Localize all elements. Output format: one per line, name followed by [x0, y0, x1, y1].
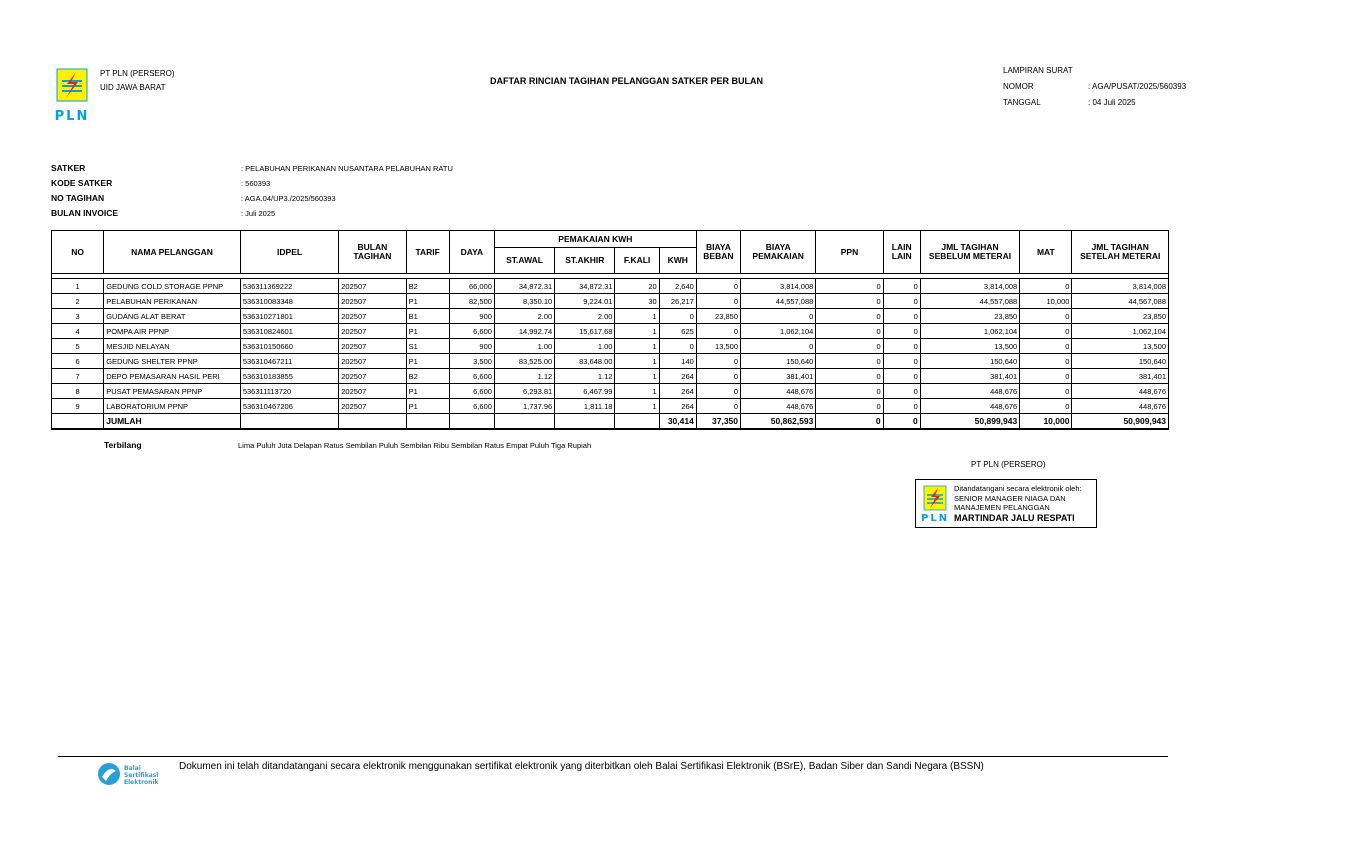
cell-ppn: 0 [816, 294, 883, 309]
cell-st-akhir: 6,467.99 [555, 384, 615, 399]
cell-st-awal: 34,872.31 [494, 279, 554, 294]
cell-nama: PUSAT PEMASARAN PPNP [104, 384, 241, 399]
cell-st-awal: 8,350.10 [494, 294, 554, 309]
signature-company: PT PLN (PERSERO) [971, 460, 1046, 469]
cell-idpel: 536310467206 [240, 399, 338, 414]
cell-mat: 0 [1020, 399, 1072, 414]
cell-f-kali: 1 [615, 384, 659, 399]
cell-biaya-pemakaian: 381,401 [741, 369, 816, 384]
cell-idpel: 536310824601 [240, 324, 338, 339]
lampiran-block [1003, 63, 1186, 111]
cell-mat: 0 [1020, 354, 1072, 369]
cell-tarif: B2 [406, 279, 449, 294]
cell-f-kali: 1 [615, 309, 659, 324]
cell-jml-setelah: 1,062,104 [1072, 324, 1169, 339]
cell-idpel: 536310083348 [240, 294, 338, 309]
cell-nama: PELABUHAN PERIKANAN [104, 294, 241, 309]
footer-text: Dokumen ini telah ditandatangani secara elektronik menggunakan sertifikat elektronik yang diterbitkan oleh Balai Sertifikasi Elektronik (BSrE), Badan Siber dan Sandi Negara (BSSN) [179, 761, 984, 772]
table-row [52, 339, 1169, 354]
cell-no: 9 [52, 399, 104, 414]
cell-st-awal: 1.00 [494, 339, 554, 354]
cell-bulan: 202507 [339, 309, 406, 324]
col-jml-sebelum: JML TAGIHAN SEBELUM METERAI [920, 231, 1019, 274]
cell-st-akhir: 2.00 [555, 309, 615, 324]
cell-st-akhir: 1.12 [555, 369, 615, 384]
nomor-row [1003, 79, 1186, 95]
col-kwh: KWH [659, 248, 696, 274]
cell-jml-sebelum: 381,401 [920, 369, 1019, 384]
cell-jml-sebelum: 3,814,008 [920, 279, 1019, 294]
cell-mat: 0 [1020, 279, 1072, 294]
cell-biaya-beban: 0 [696, 384, 740, 399]
cell-kwh: 26,217 [659, 294, 696, 309]
info-label: KODE SATKER [51, 178, 113, 188]
company-name: PT PLN (PERSERO) [100, 69, 175, 78]
col-f-kali: F.KALI [615, 248, 659, 274]
cell-nama: POMPA AIR PPNP [104, 324, 241, 339]
cell-kwh: 0 [659, 339, 696, 354]
cell-biaya-beban: 0 [696, 279, 740, 294]
cell-no: 7 [52, 369, 104, 384]
table-row [52, 279, 1169, 294]
cell-kwh: 264 [659, 384, 696, 399]
info-label: NO TAGIHAN [51, 193, 105, 203]
cell-idpel: 536310183855 [240, 369, 338, 384]
col-ppn: PPN [816, 231, 883, 274]
cell-nama: GEDUNG COLD STORAGE PPNP [104, 279, 241, 294]
terbilang-value: Lima Puluh Juta Delapan Ratus Sembilan Puluh Sembilan Ribu Sembilan Ratus Empat Puluh Tiga Rupiah [238, 441, 592, 450]
info-row [51, 176, 453, 191]
svg-text:Elektronik: Elektronik [124, 779, 159, 786]
cell-ppn: 0 [816, 384, 883, 399]
cell-ppn: 0 [816, 399, 883, 414]
col-jml-setelah: JML TAGIHAN SETELAH METERAI [1072, 231, 1169, 274]
cell-jml-sebelum: 150,640 [920, 354, 1019, 369]
cell-no: 2 [52, 294, 104, 309]
cell-no: 4 [52, 324, 104, 339]
cell-st-awal: 83,525.00 [494, 354, 554, 369]
total-kwh: 30,414 [659, 414, 696, 430]
cell-kwh: 2,640 [659, 279, 696, 294]
cell-biaya-pemakaian: 448,676 [741, 399, 816, 414]
info-value: : Juli 2025 [241, 209, 276, 218]
cell-bulan: 202507 [339, 339, 406, 354]
cell-nama: MESJID NELAYAN [104, 339, 241, 354]
cell-jml-setelah: 150,640 [1072, 354, 1169, 369]
cell-tarif: B2 [406, 369, 449, 384]
cell-ppn: 0 [816, 339, 883, 354]
col-bulan: BULAN TAGIHAN [339, 231, 406, 274]
cell-biaya-pemakaian: 44,557,088 [741, 294, 816, 309]
info-value: : AGA.04/UP3./2025/560393 [241, 194, 336, 203]
cell-kwh: 625 [659, 324, 696, 339]
lampiran-label: LAMPIRAN SURAT [1003, 66, 1073, 75]
cell-ppn: 0 [816, 354, 883, 369]
cell-st-akhir: 83,648.00 [555, 354, 615, 369]
cell-bulan: 202507 [339, 354, 406, 369]
cell-kwh: 264 [659, 399, 696, 414]
cell-tarif: B1 [406, 309, 449, 324]
tanggal-row [1003, 95, 1186, 111]
cell-biaya-beban: 0 [696, 369, 740, 384]
cell-st-awal: 1,737.96 [494, 399, 554, 414]
table-row [52, 294, 1169, 309]
cell-tarif: P1 [406, 324, 449, 339]
total-label: JUMLAH [104, 414, 241, 430]
info-label: BULAN INVOICE [51, 208, 119, 218]
cell-st-akhir: 1,811.18 [555, 399, 615, 414]
cell-ppn: 0 [816, 369, 883, 384]
cell-jml-setelah: 381,401 [1072, 369, 1169, 384]
cell-bulan: 202507 [339, 279, 406, 294]
cell-no: 1 [52, 279, 104, 294]
cell-jml-sebelum: 44,557,088 [920, 294, 1019, 309]
col-tarif: TARIF [406, 231, 449, 274]
cell-biaya-beban: 0 [696, 294, 740, 309]
cell-idpel: 536310150660 [240, 339, 338, 354]
cell-no: 8 [52, 384, 104, 399]
cell-bulan: 202507 [339, 369, 406, 384]
cell-daya: 6,600 [449, 399, 494, 414]
cell-lain: 0 [883, 294, 920, 309]
tanggal-label: TANGGAL [1003, 98, 1041, 107]
pln-logo-text: PLN [54, 109, 90, 123]
cell-mat: 0 [1020, 384, 1072, 399]
table-row [52, 369, 1169, 384]
info-label: SATKER [51, 163, 86, 173]
cell-lain: 0 [883, 369, 920, 384]
cell-biaya-pemakaian: 3,814,008 [741, 279, 816, 294]
table-row [52, 354, 1169, 369]
cell-st-akhir: 34,872.31 [555, 279, 615, 294]
cell-no: 5 [52, 339, 104, 354]
signed-by-label: Ditandatangani secara elektronik oleh: [954, 484, 1082, 493]
cell-no: 3 [52, 309, 104, 324]
total-lain: 0 [883, 414, 920, 430]
billing-table [51, 230, 1169, 430]
cell-biaya-pemakaian: 0 [741, 339, 816, 354]
cell-idpel: 536311369222 [240, 279, 338, 294]
nomor-label: NOMOR [1003, 82, 1034, 91]
cell-mat: 0 [1020, 339, 1072, 354]
cell-biaya-pemakaian: 1,062,104 [741, 324, 816, 339]
cell-lain: 0 [883, 384, 920, 399]
cell-bulan: 202507 [339, 384, 406, 399]
cell-biaya-beban: 0 [696, 324, 740, 339]
table-row [52, 399, 1169, 414]
cell-daya: 3,500 [449, 354, 494, 369]
info-row [51, 206, 453, 221]
cell-tarif: P1 [406, 294, 449, 309]
cell-lain: 0 [883, 324, 920, 339]
cell-bulan: 202507 [339, 399, 406, 414]
cell-biaya-pemakaian: 150,640 [741, 354, 816, 369]
svg-text:Sertifikasi: Sertifikasi [124, 772, 159, 779]
cell-lain: 0 [883, 354, 920, 369]
cell-daya: 66,000 [449, 279, 494, 294]
cell-jml-sebelum: 448,676 [920, 399, 1019, 414]
document-title: DAFTAR RINCIAN TAGIHAN PELANGGAN SATKER PER BULAN [490, 76, 763, 86]
footer-divider [58, 756, 1168, 757]
cell-kwh: 0 [659, 309, 696, 324]
table-row [52, 309, 1169, 324]
col-mat: MAT [1020, 231, 1072, 274]
cell-daya: 6,600 [449, 384, 494, 399]
cell-f-kali: 1 [615, 339, 659, 354]
company-block [100, 67, 175, 95]
total-jml-sebelum: 50,899,943 [920, 414, 1019, 430]
cell-nama: DEPO PEMASARAN HASIL PERI [104, 369, 241, 384]
col-daya: DAYA [449, 231, 494, 274]
cell-ppn: 0 [816, 309, 883, 324]
col-biaya-pemakaian: BIAYA PEMAKAIAN [741, 231, 816, 274]
cell-idpel: 536310271801 [240, 309, 338, 324]
cell-tarif: P1 [406, 384, 449, 399]
cell-nama: GUDANG ALAT BERAT [104, 309, 241, 324]
cell-jml-setelah: 3,814,008 [1072, 279, 1169, 294]
cell-biaya-pemakaian: 0 [741, 309, 816, 324]
col-lain: LAIN LAIN [883, 231, 920, 274]
cell-biaya-pemakaian: 448,676 [741, 384, 816, 399]
cell-st-akhir: 1.00 [555, 339, 615, 354]
cell-tarif: S1 [406, 339, 449, 354]
total-jml-setelah: 50,909,943 [1072, 414, 1169, 430]
cell-f-kali: 1 [615, 354, 659, 369]
cell-st-akhir: 15,617.68 [555, 324, 615, 339]
cell-jml-sebelum: 23,850 [920, 309, 1019, 324]
cell-st-akhir: 9,224.01 [555, 294, 615, 309]
cell-f-kali: 20 [615, 279, 659, 294]
satker-info [51, 161, 453, 221]
col-pemakaian: PEMAKAIAN KWH [494, 231, 696, 248]
cell-ppn: 0 [816, 324, 883, 339]
company-unit: UID JAWA BARAT [100, 83, 166, 92]
pln-logo-small-text: PLN [921, 513, 950, 524]
total-biaya-pemakaian: 50,862,593 [741, 414, 816, 430]
tanggal-value: : 04 Juli 2025 [1088, 98, 1136, 107]
cell-jml-setelah: 448,676 [1072, 384, 1169, 399]
cell-tarif: P1 [406, 354, 449, 369]
col-nama: NAMA PELANGGAN [104, 231, 241, 274]
cell-biaya-beban: 13,500 [696, 339, 740, 354]
cell-jml-setelah: 44,567,088 [1072, 294, 1169, 309]
col-st-awal: ST.AWAL [494, 248, 554, 274]
cell-daya: 6,600 [449, 369, 494, 384]
cell-ppn: 0 [816, 279, 883, 294]
nomor-value: : AGA/PUSAT/2025/560393 [1088, 82, 1187, 91]
cell-lain: 0 [883, 309, 920, 324]
cell-tarif: P1 [406, 399, 449, 414]
cell-daya: 900 [449, 339, 494, 354]
cell-mat: 10,000 [1020, 294, 1072, 309]
col-idpel: IDPEL [240, 231, 338, 274]
cell-f-kali: 30 [615, 294, 659, 309]
cell-mat: 0 [1020, 369, 1072, 384]
cell-f-kali: 1 [615, 369, 659, 384]
info-value: : 560393 [241, 179, 271, 188]
cell-jml-setelah: 448,676 [1072, 399, 1169, 414]
cell-lain: 0 [883, 339, 920, 354]
pln-logo [52, 67, 96, 123]
cell-st-awal: 6,293.81 [494, 384, 554, 399]
signer-position: SENIOR MANAGER NIAGA DAN MANAJEMEN PELANGGAN [954, 494, 1066, 512]
info-value: : PELABUHAN PERIKANAN NUSANTARA PELABUHAN RATU [241, 164, 453, 173]
cell-lain: 0 [883, 399, 920, 414]
info-row [51, 191, 453, 206]
cell-mat: 0 [1020, 324, 1072, 339]
signature-box [915, 479, 1097, 528]
cell-no: 6 [52, 354, 104, 369]
table-row [52, 384, 1169, 399]
cell-biaya-beban: 0 [696, 354, 740, 369]
total-row [52, 414, 1169, 430]
col-no: NO [52, 231, 104, 274]
cell-mat: 0 [1020, 309, 1072, 324]
cell-daya: 900 [449, 309, 494, 324]
cell-st-awal: 2.00 [494, 309, 554, 324]
cell-jml-setelah: 13,500 [1072, 339, 1169, 354]
bsre-logo [96, 761, 166, 787]
terbilang-label: Terbilang [104, 440, 142, 450]
cell-nama: GEDUNG SHELTER PPNP [104, 354, 241, 369]
svg-text:Balai: Balai [124, 765, 141, 772]
cell-biaya-beban: 23,850 [696, 309, 740, 324]
info-row [51, 161, 453, 176]
col-biaya-beban: BIAYA BEBAN [696, 231, 740, 274]
cell-jml-sebelum: 448,676 [920, 384, 1019, 399]
cell-jml-setelah: 23,850 [1072, 309, 1169, 324]
table-row [52, 324, 1169, 339]
cell-jml-sebelum: 13,500 [920, 339, 1019, 354]
cell-idpel: 536311113720 [240, 384, 338, 399]
cell-st-awal: 14,992.74 [494, 324, 554, 339]
cell-daya: 82,500 [449, 294, 494, 309]
total-mat: 10,000 [1020, 414, 1072, 430]
cell-biaya-beban: 0 [696, 399, 740, 414]
cell-lain: 0 [883, 279, 920, 294]
cell-f-kali: 1 [615, 324, 659, 339]
signer-name: MARTINDAR JALU RESPATI [954, 513, 1075, 523]
col-st-akhir: ST.AKHIR [555, 248, 615, 274]
cell-nama: LABORATORIUM PPNP [104, 399, 241, 414]
cell-kwh: 140 [659, 354, 696, 369]
total-ppn: 0 [816, 414, 883, 430]
cell-kwh: 264 [659, 369, 696, 384]
cell-jml-sebelum: 1,062,104 [920, 324, 1019, 339]
cell-daya: 6,600 [449, 324, 494, 339]
cell-f-kali: 1 [615, 399, 659, 414]
cell-st-awal: 1.12 [494, 369, 554, 384]
cell-bulan: 202507 [339, 324, 406, 339]
total-biaya-beban: 37,350 [696, 414, 740, 430]
cell-bulan: 202507 [339, 294, 406, 309]
cell-idpel: 536310467211 [240, 354, 338, 369]
